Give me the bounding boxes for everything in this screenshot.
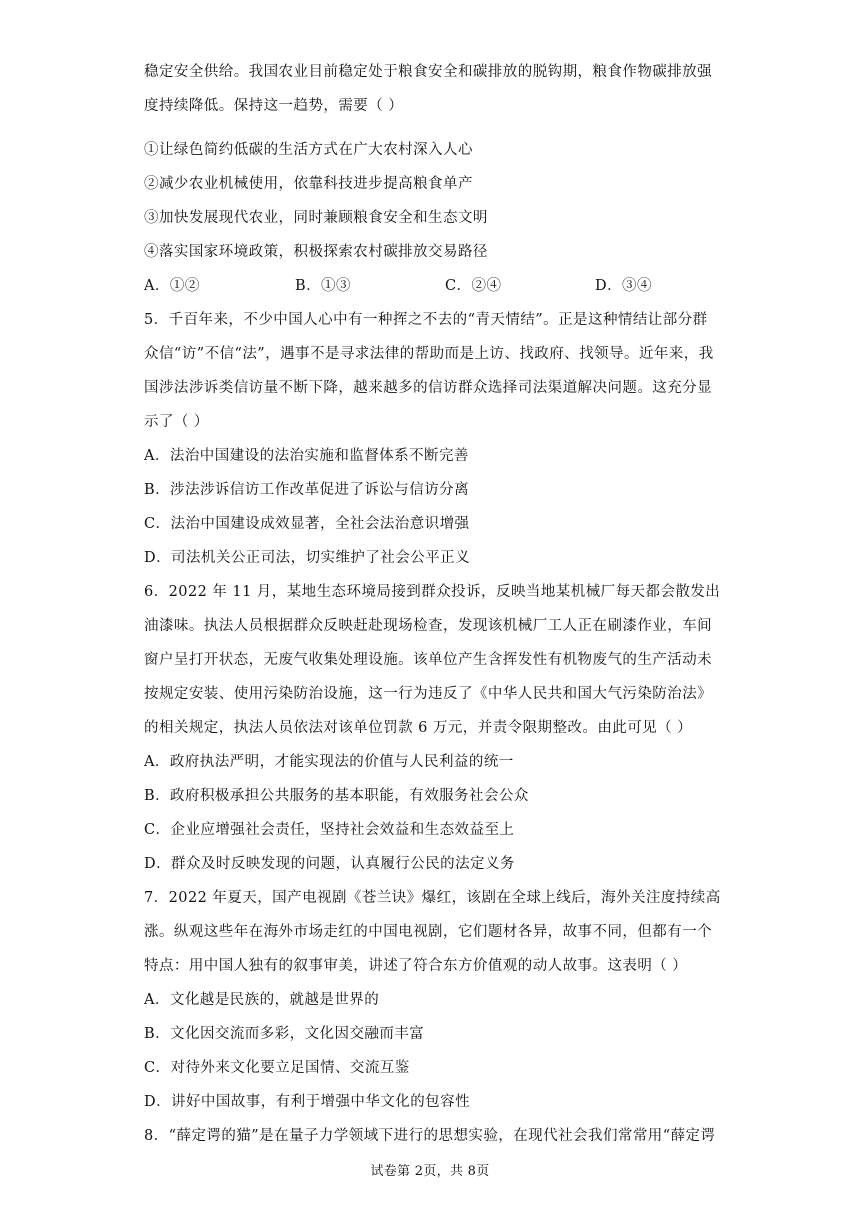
q4-option-c: C．②④ [445,278,502,294]
q6-option-b: B．政府积极承担公共服务的基本职能，有效服务社会公众 [144,788,529,804]
q8-text-line: 8．“薛定谔的猫”是在量子力学领域下进行的思想实验，在现代社会我们常常用“薛定谔 [144,1128,716,1144]
q5-option-c: C．法治中国建设成效显著，全社会法治意识增强 [144,516,470,532]
text-line: ①让绿色简约低碳的生活方式在广大农村深入人心 [144,142,473,158]
q6-option-a: A．政府执法严明，才能实现法的价值与人民利益的统一 [144,754,514,770]
q6-text-line: 按规定安装、使用污染防治设施，这一行为违反了《中华人民共和国大气污染防治法》 [144,686,713,702]
q5-option-d: D．司法机关公正司法，切实维护了社会公平正义 [144,550,471,566]
q7-option-a: A．文化越是民族的，就越是世界的 [144,992,380,1008]
text-line: ③加快发展现代农业，同时兼顾粮食安全和生态文明 [144,210,488,226]
text-line: ②减少农业机械使用，依靠科技进步提高粮食单产 [144,176,473,192]
q5-option-b: B．涉法涉诉信访工作改革促进了诉讼与信访分离 [144,482,470,498]
text-line: 稳定安全供给。我国农业目前稳定处于粮食安全和碳排放的脱钩期，粮食作物碳排放强 [144,64,713,80]
q4-option-b: B．①③ [295,278,351,294]
q6-text-line: 6．2022 年 11 月，某地生态环境局接到群众投诉，反映当地某机械厂每天都会散发出 [144,584,721,600]
q6-option-d: D．群众及时反映发现的问题，认真履行公民的法定义务 [144,856,515,872]
q5-text-line: 国涉法涉诉类信访量不断下降，越来越多的信访群众选择司法渠道解决问题。这充分显 [144,380,713,396]
text-line: ④落实国家环境政策，积极探索农村碳排放交易路径 [144,244,488,260]
q7-text-line: 特点：用中国人独有的叙事审美，讲述了符合东方价值观的动人故事。这表明（ ） [144,958,688,974]
q6-text-line: 窗户呈打开状态，无废气收集处理设施。该单位产生含挥发性有机物废气的生产活动未 [144,652,713,668]
q7-text-line: 涨。纵观这些年在海外市场走红的中国电视剧，它们题材各异，故事不同，但都有一个 [144,924,713,940]
page-footer: 试卷第 2页，共 8页 [370,1164,490,1179]
q7-text-line: 7．2022 年夏天，国产电视剧《苍兰诀》爆红，该剧在全球上线后，海外关注度持续高 [144,890,721,906]
q6-text-line: 的相关规定，执法人员依法对该单位罚款 6 万元，并责令限期整改。由此可见（ ） [144,720,693,736]
q5-option-a: A．法治中国建设的法治实施和监督体系不断完善 [144,448,469,464]
q4-option-a: A．①② [144,278,200,294]
q7-option-d: D．讲好中国故事，有利于增强中华文化的包容性 [144,1094,471,1110]
q7-option-c: C．对待外来文化要立足国情、交流互鉴 [144,1060,410,1076]
q6-text-line: 油漆味。执法人员根据群众反映赶赴现场检查，发现该机械厂工人正在刷漆作业，车间 [144,618,713,634]
q5-text-line: 众信“访”不信“法”，遇事不是寻求法律的帮助而是上访、找政府、找领导。近年来，我 [144,346,714,362]
q4-option-d: D．③④ [595,278,652,294]
text-line: 度持续降低。保持这一趋势，需要（ ） [144,98,404,114]
q7-option-b: B．文化因交流而多彩，文化因交融而丰富 [144,1026,425,1042]
q5-text-line: 5．千百年来，不少中国人心中有一种挥之不去的“青天情结”。正是这种情结让部分群 [144,312,708,328]
q5-text-line: 示了（ ） [144,414,209,430]
q6-option-c: C．企业应增强社会责任，坚持社会效益和生态效益至上 [144,822,515,838]
